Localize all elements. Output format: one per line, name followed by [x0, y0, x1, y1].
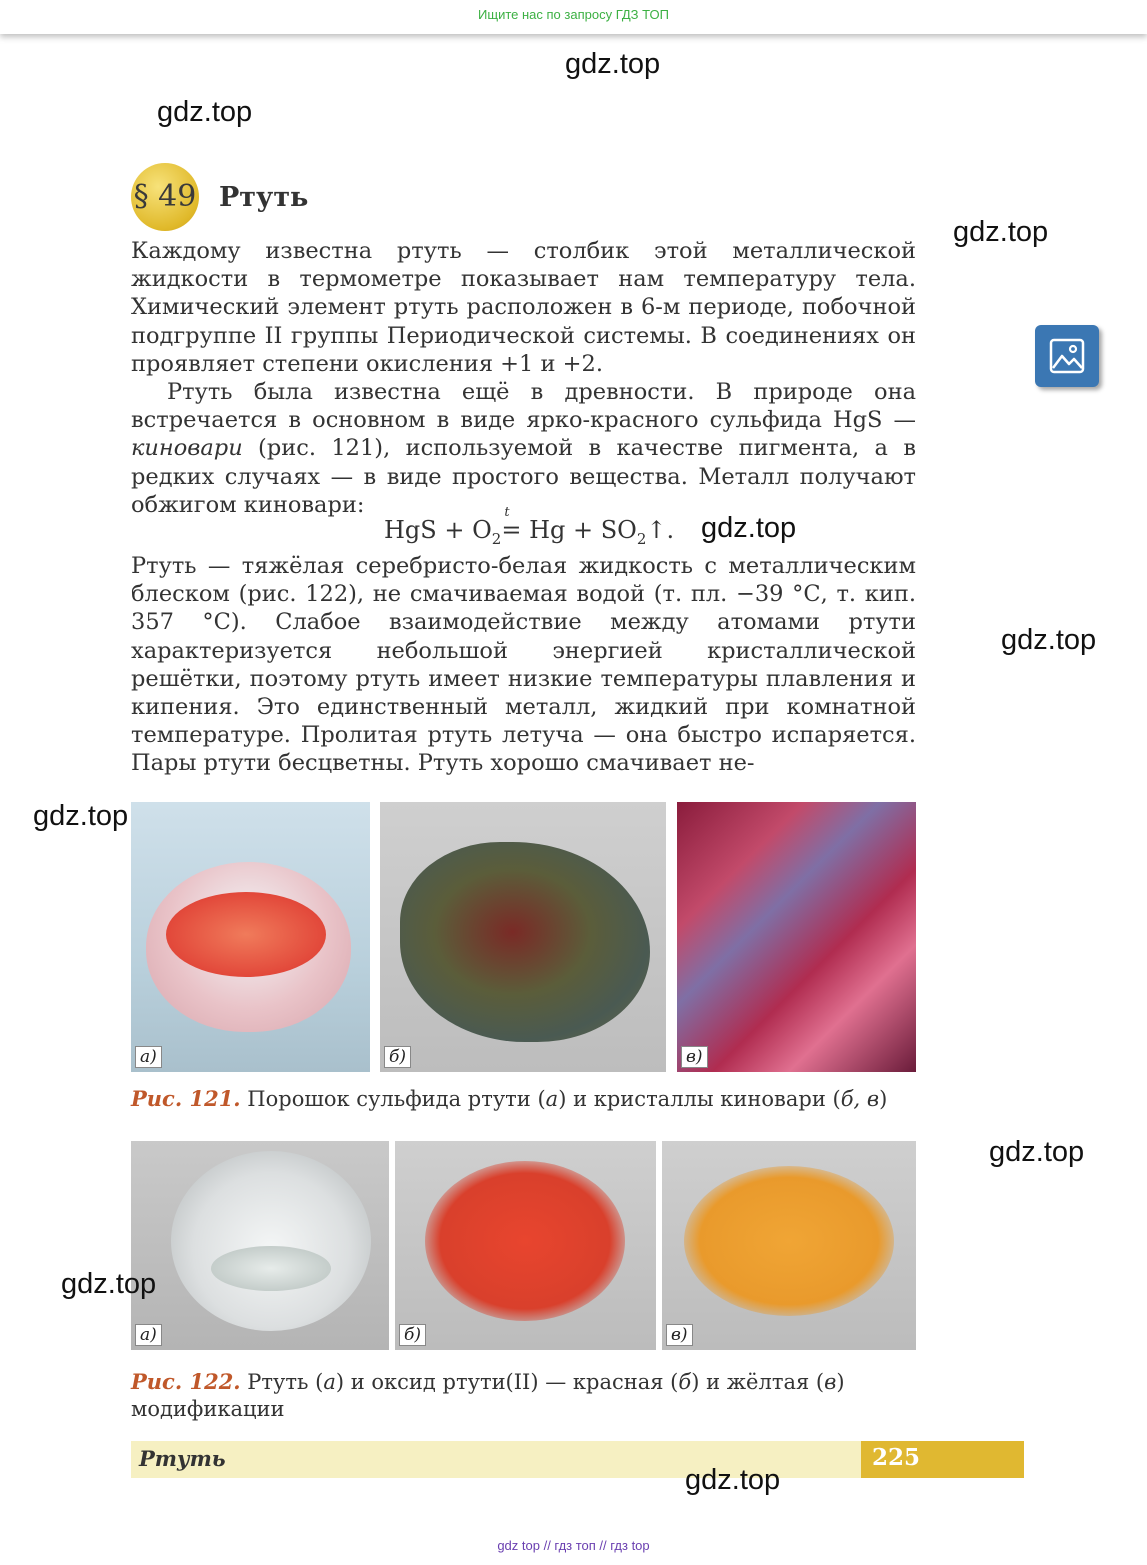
caption-text: ) модификации: [131, 1370, 845, 1421]
yellow-oxide-pile: [684, 1166, 894, 1316]
paragraph-title: Ртуть: [219, 182, 309, 213]
red-oxide-pile: [425, 1161, 625, 1321]
caption-text: Ртуть (: [240, 1370, 324, 1394]
caption-text: ) и жёлтая (: [691, 1370, 825, 1394]
caption-text: ) и кристаллы киновари (: [558, 1087, 841, 1111]
watermark: gdz.top: [685, 1464, 781, 1496]
photo-label: в): [681, 1046, 708, 1068]
text-span: (рис. 121), используемой в качестве пигмента, а в редких случаях — в виде простого вещества. Металл получают обжигом киновари:: [131, 435, 916, 518]
figure-label: Рис. 121.: [131, 1086, 241, 1111]
photo-label: в): [666, 1324, 693, 1346]
image-icon: [1049, 338, 1085, 374]
term-cinnabar: киновари: [131, 435, 243, 462]
formula-part: ↑.: [646, 516, 675, 544]
watermark: gdz.top: [953, 216, 1049, 248]
formula-subscript: 2: [636, 529, 647, 548]
caption-text: Порошок сульфида ртути (: [240, 1087, 546, 1111]
photo-label: а): [135, 1324, 162, 1346]
mercury-liquid: [211, 1246, 331, 1291]
caption-text: ): [879, 1087, 888, 1111]
formula-part: Hg + SO: [521, 516, 637, 544]
photo-yellow-mercury-oxide: [662, 1141, 916, 1350]
page-number: 225: [872, 1444, 921, 1471]
photo-label: а): [135, 1046, 162, 1068]
text-paragraph-3: Ртуть — тяжёлая серебристо-белая жидкость с металлическим блеском (рис. 122), не смачиваемая водой (т. пл. −39 °С, т. кип. 357 °С). Слабое взаимодействие между атомами ртути характеризуется небольшой энергией кристаллической решётки, поэтому ртуть имеет низкие температуры плавления и кипения. Это единственный металл, жидкий при комнатной температуре. Пролитая ртуть летуча — она быстро испаряется. Пары ртути бесцветны. Ртуть хорошо смачивает не-: [131, 553, 916, 777]
watermark: gdz.top: [61, 1268, 157, 1300]
figure-122-caption: [131, 1368, 891, 1423]
caption-italic: в: [824, 1370, 837, 1394]
paragraph-number-badge: [131, 163, 199, 231]
text-span: Ртуть была известна ещё в древности. В природе она встречается в основном в виде ярко-красного сульфида HgS —: [131, 379, 916, 434]
figure-label: Рис. 122.: [131, 1369, 241, 1394]
formula-subscript: 2: [491, 529, 502, 548]
search-banner: [0, 0, 1147, 34]
caption-italic: б, в: [840, 1087, 880, 1111]
bottom-links[interactable]: gdz top // гдз топ // гдз top: [497, 1538, 650, 1553]
photo-label: б): [399, 1324, 426, 1346]
watermark: gdz.top: [701, 512, 797, 544]
chemical-equation: [384, 505, 675, 548]
paragraph-number: § 49: [133, 179, 197, 214]
cinnabar-rock: [400, 842, 650, 1042]
photo-mercury-sulfide-powder: [131, 802, 370, 1072]
formula-part: HgS + O: [384, 516, 492, 544]
caption-italic: а: [545, 1087, 559, 1111]
photo-red-mercury-oxide: [395, 1141, 656, 1350]
watermark: gdz.top: [157, 96, 253, 128]
formula-equals: =: [501, 516, 522, 544]
watermark: gdz.top: [565, 48, 661, 80]
glass-dish: [171, 1151, 371, 1331]
photo-mercury-dish: [131, 1141, 389, 1350]
figure-121-caption: [131, 1085, 931, 1113]
photo-cinnabar-closeup: [677, 802, 916, 1072]
watermark: gdz.top: [1001, 624, 1097, 656]
search-banner-text: Ищите нас по запросу ГДЗ ТОП: [478, 7, 669, 22]
page-number-box: [861, 1441, 1024, 1478]
red-powder: [166, 892, 326, 977]
text-paragraph-1: Каждому известна ртуть — столбик этой металлической жидкости в термометре показывает нам температуру тела. Химический элемент ртуть расположен в 6-м периоде, побочной подгруппе II группы Периодической системы. В соединениях он проявляет степени окисления +1 и +2.: [131, 238, 916, 377]
formula-condition: t: [504, 505, 510, 520]
photo-label: б): [384, 1046, 411, 1068]
photo-cinnabar-crystal: [380, 802, 666, 1072]
image-button[interactable]: [1035, 325, 1099, 387]
watermark: gdz.top: [989, 1136, 1085, 1168]
text-paragraph-2: [131, 378, 916, 519]
caption-text: ) и оксид ртути(II) — красная (: [335, 1370, 679, 1394]
watermark: gdz.top: [33, 800, 129, 832]
caption-italic: б: [678, 1370, 692, 1394]
formula-arrow: [501, 505, 522, 544]
footer-title: Ртуть: [139, 1446, 226, 1471]
caption-italic: а: [323, 1370, 336, 1394]
